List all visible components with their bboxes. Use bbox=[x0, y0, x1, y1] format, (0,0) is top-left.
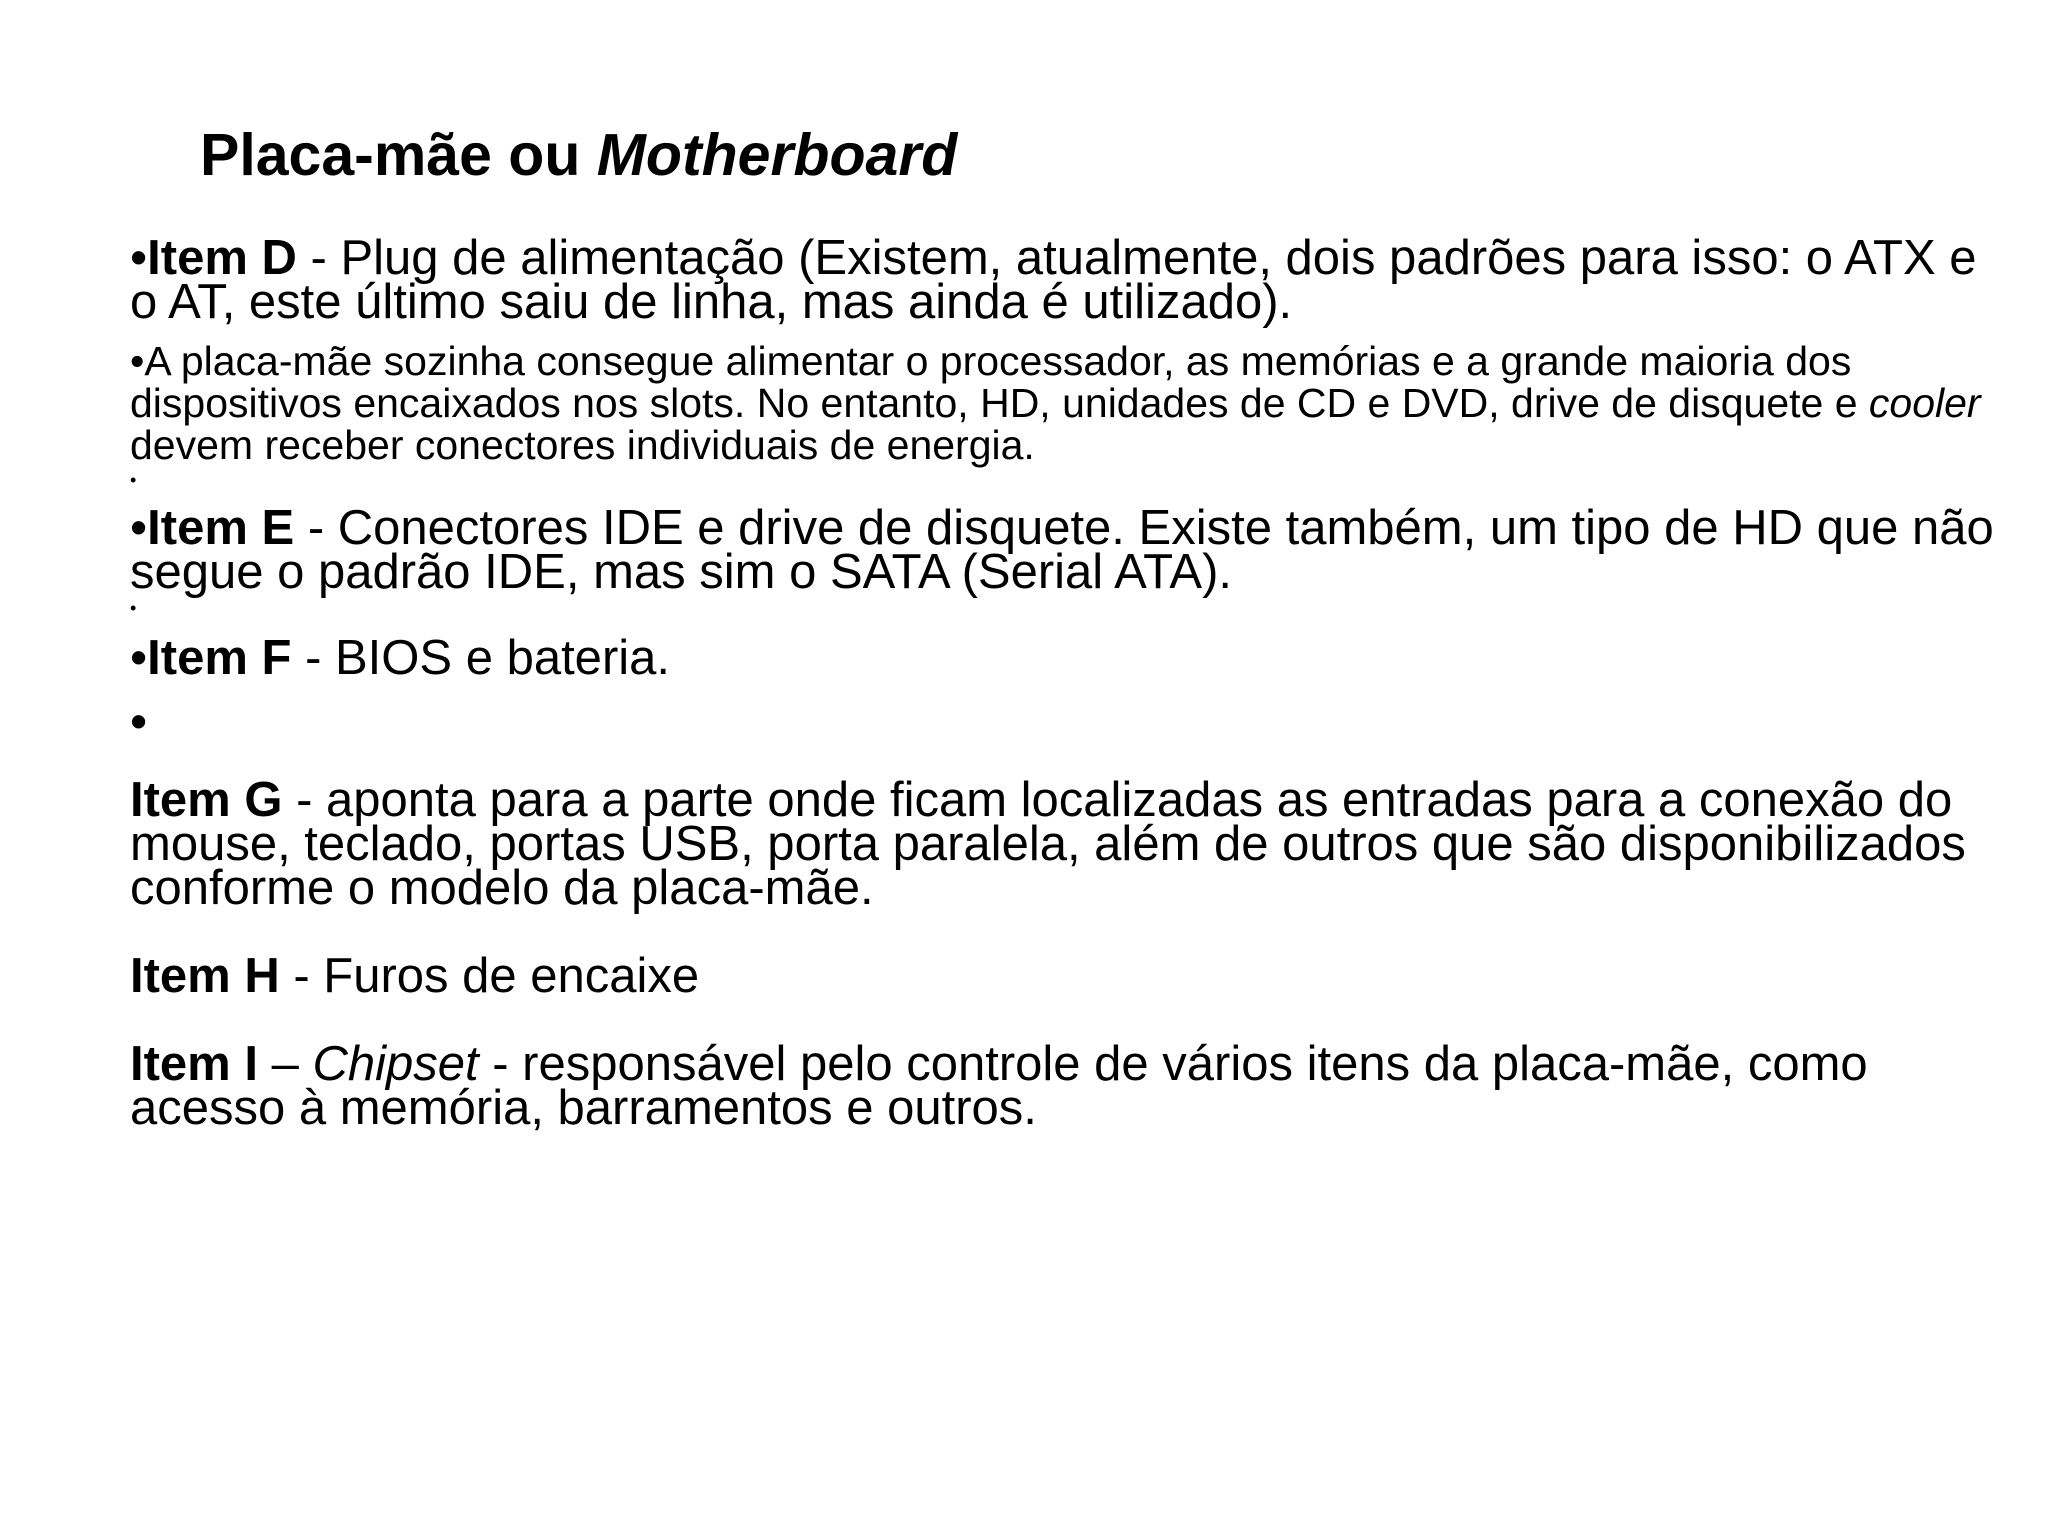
item-d-label: Item D bbox=[147, 231, 297, 285]
item-g-paragraph bbox=[130, 773, 2010, 915]
title-main: Placa-mãe ou bbox=[200, 122, 597, 188]
item-f-label: Item F bbox=[147, 631, 292, 685]
item-i-dash: – bbox=[257, 1037, 313, 1091]
item-d-bullet: • bbox=[130, 231, 148, 285]
item-i-paragraph bbox=[130, 1037, 2010, 1135]
item-i-italic: Chipset bbox=[312, 1037, 479, 1091]
item-g-text: - aponta para a parte onde ficam localizadas as entradas para a conexão do mouse, teclado, portas USB, porta paralela, além de outros que são disponibilizados conforme o modelo da placa-mãe. bbox=[130, 773, 1966, 915]
slide-title bbox=[200, 120, 957, 190]
item-d-paragraph bbox=[130, 231, 2010, 329]
item-f-paragraph bbox=[130, 631, 2010, 685]
item-d-text: - Plug de alimentação (Existem, atualmente, dois padrões para isso: o ATX e o AT, este último saiu de linha, mas ainda é utilizado). bbox=[130, 231, 1977, 329]
item-e-paragraph bbox=[130, 501, 2010, 599]
power-note-bullet: • bbox=[130, 338, 145, 384]
item-e-label: Item E bbox=[147, 501, 295, 555]
item-f-text: - BIOS e bateria. bbox=[291, 631, 671, 685]
item-h-label: Item H bbox=[130, 949, 280, 1003]
item-i-label: Item I bbox=[130, 1037, 258, 1091]
item-e-bullet: • bbox=[130, 501, 148, 555]
power-note-text-before: A placa-mãe sozinha consegue alimentar o processador, as memórias e a grande maioria dos dispositivos encaixados nos slots. No entanto, HD, unidades de CD e DVD, drive de disquete e bbox=[130, 338, 1869, 426]
empty-bullet-1: • bbox=[130, 470, 137, 490]
item-g-label: Item G bbox=[130, 773, 283, 827]
item-e-text: - Conectores IDE e drive de disquete. Existe também, um tipo de HD que não segue o padrão IDE, mas sim o SATA (Serial ATA). bbox=[130, 501, 1994, 599]
empty-bullet-2: • bbox=[130, 598, 137, 618]
item-i-text: - responsável pelo controle de vários itens da placa-mãe, como acesso à memória, barramentos e outros. bbox=[130, 1037, 1868, 1135]
item-f-bullet: • bbox=[130, 631, 148, 685]
power-note-italic: cooler bbox=[1868, 380, 1981, 426]
power-note-paragraph bbox=[130, 340, 2010, 466]
slide-content bbox=[130, 231, 2010, 1135]
item-h-paragraph bbox=[130, 949, 2010, 1003]
title-italic: Motherboard bbox=[596, 122, 958, 188]
power-note-text-after: devem receber conectores individuais de energia. bbox=[130, 422, 1035, 468]
item-h-text: - Furos de encaixe bbox=[279, 949, 700, 1003]
empty-bullet-3: • bbox=[130, 695, 148, 749]
